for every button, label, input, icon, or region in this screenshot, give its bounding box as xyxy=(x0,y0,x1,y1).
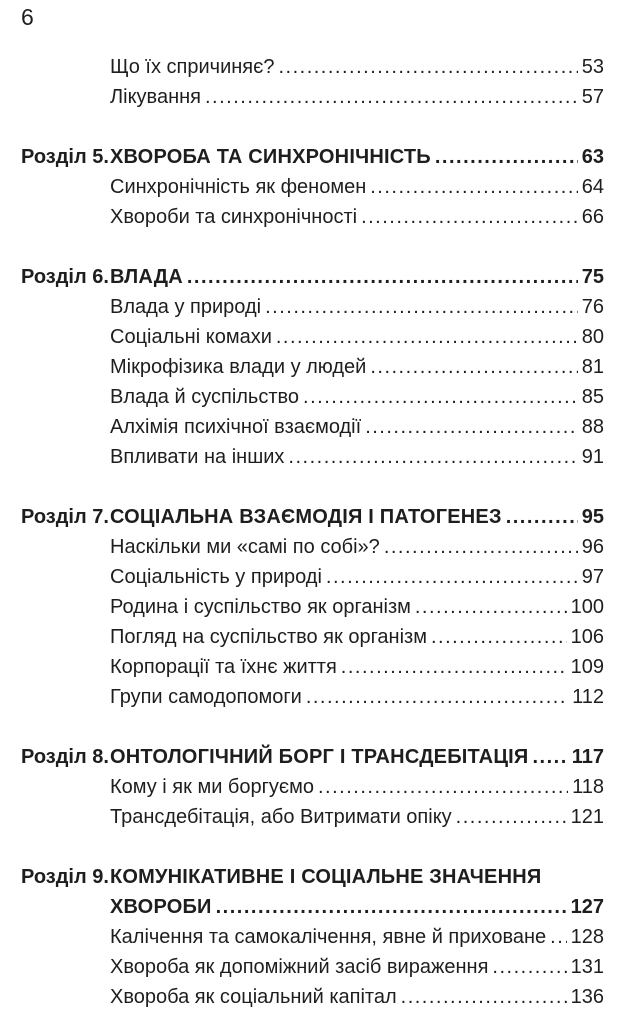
toc-entry-page: 118 xyxy=(572,776,604,798)
toc-entry xyxy=(21,772,604,802)
toc-entry-label: Кому і як ми боргуємо xyxy=(110,776,314,798)
toc-entry-label: Хвороба як допоміжний засіб вираження xyxy=(110,956,489,978)
toc-entry xyxy=(21,82,604,112)
toc-entry-label: Синхронічність як феномен xyxy=(110,176,367,198)
dot-leader xyxy=(318,772,568,802)
toc-entry-label: Соціальність у природі xyxy=(110,566,322,588)
dot-leader xyxy=(550,922,566,952)
toc-entry xyxy=(21,202,604,232)
dot-leader xyxy=(370,172,578,202)
toc-section-chapter-9 xyxy=(21,862,604,1012)
toc-entry-page: 63 xyxy=(581,146,604,168)
toc-entry-page: 81 xyxy=(581,356,604,378)
toc-entry xyxy=(21,682,604,712)
toc-entry-page: 131 xyxy=(570,956,604,978)
dot-leader xyxy=(326,562,578,592)
toc-entry-page: 97 xyxy=(581,566,604,588)
toc-entry-label: Влада й суспільство xyxy=(110,386,300,408)
toc-chapter-entry xyxy=(21,742,604,772)
toc-entry xyxy=(21,52,604,82)
toc-entry-page: 100 xyxy=(570,596,604,618)
toc-entry-page: 117 xyxy=(571,746,604,768)
dot-leader xyxy=(492,952,566,982)
toc-entry-page: 85 xyxy=(581,386,604,408)
toc-entry-page: 112 xyxy=(572,686,604,708)
toc-chapter-entry xyxy=(21,262,604,292)
toc-section-chapter-6 xyxy=(21,262,604,472)
toc-entry-page: 53 xyxy=(581,56,604,78)
dot-leader xyxy=(216,892,567,922)
toc-entry-label: Калічення та самокалічення, явне й приховане xyxy=(110,926,547,948)
dot-leader xyxy=(288,442,577,472)
toc-entry-label: Родина і суспільство як організм xyxy=(110,596,411,618)
toc-entry-label: Мікрофізика влади у людей xyxy=(110,356,367,378)
toc-section-chapter-5 xyxy=(21,142,604,232)
dot-leader xyxy=(431,622,567,652)
chapter-title: ВЛАДА xyxy=(110,266,183,288)
toc-entry xyxy=(21,652,604,682)
toc-entry xyxy=(21,562,604,592)
dot-leader xyxy=(384,532,578,562)
toc-entry-page: 80 xyxy=(581,326,604,348)
toc-entry xyxy=(21,322,604,352)
toc-entry-label: Впливати на інших xyxy=(110,446,285,468)
toc-entry-page: 75 xyxy=(581,266,604,288)
toc-entry-page: 106 xyxy=(570,626,604,648)
toc-entry xyxy=(21,802,604,832)
toc-entry-page: 91 xyxy=(581,446,604,468)
toc-entry-page: 66 xyxy=(581,206,604,228)
toc-entry-label: Погляд на суспільство як організм xyxy=(110,626,427,648)
toc-entry xyxy=(21,382,604,412)
dot-leader xyxy=(435,142,578,172)
toc-entry-label: Трансдебітація, або Витримати опіку xyxy=(110,806,452,828)
toc-section-chapter-8 xyxy=(21,742,604,832)
chapter-title: ХВОРОБА ТА СИНХРОНІЧНІСТЬ xyxy=(110,146,431,168)
chapter-title-line2: ХВОРОБИ xyxy=(110,896,212,918)
toc-entry xyxy=(21,292,604,322)
toc-entry xyxy=(21,442,604,472)
dot-leader xyxy=(506,502,578,532)
toc-entry-page: 109 xyxy=(570,656,604,678)
toc-chapter-entry-continuation xyxy=(21,892,604,922)
dot-leader xyxy=(205,82,578,112)
toc-chapter-entry xyxy=(21,502,604,532)
toc-entry-label: Наскільки ми «самі по собі»? xyxy=(110,536,380,558)
toc-entry-label: Групи самодопомоги xyxy=(110,686,302,708)
chapter-title: ОНТОЛОГІЧНИЙ БОРГ І ТРАНСДЕБІТАЦІЯ xyxy=(110,746,529,768)
toc-entry-label: Хвороба як соціальний капітал xyxy=(110,986,397,1008)
toc-entry-page: 57 xyxy=(581,86,604,108)
toc-entry-label: Лікування xyxy=(110,86,201,108)
toc-entry-page: 64 xyxy=(581,176,604,198)
dot-leader xyxy=(276,322,578,352)
toc-entry-page: 136 xyxy=(570,986,604,1008)
dot-leader xyxy=(365,412,578,442)
dot-leader xyxy=(306,682,568,712)
toc-entry-page: 121 xyxy=(570,806,604,828)
chapter-prefix: Розділ 8. xyxy=(21,746,109,768)
toc-entry-page: 96 xyxy=(581,536,604,558)
toc-entry-page: 76 xyxy=(581,296,604,318)
dot-leader xyxy=(532,742,567,772)
dot-leader xyxy=(401,982,567,1012)
table-of-contents xyxy=(21,52,604,1012)
toc-entry-label: Хвороби та синхронічності xyxy=(110,206,358,228)
toc-entry xyxy=(21,412,604,442)
toc-chapter-entry xyxy=(21,142,604,172)
toc-entry-label: Влада у природі xyxy=(110,296,262,318)
toc-entry-page: 88 xyxy=(581,416,604,438)
toc-entry xyxy=(21,622,604,652)
toc-entry xyxy=(21,352,604,382)
dot-leader xyxy=(187,262,578,292)
dot-leader xyxy=(341,652,567,682)
chapter-prefix: Розділ 5. xyxy=(21,146,109,168)
dot-leader xyxy=(370,352,577,382)
toc-entry-page: 127 xyxy=(570,896,604,918)
chapter-prefix: Розділ 7. xyxy=(21,506,109,528)
dot-leader xyxy=(303,382,578,412)
toc-section-chapter-7 xyxy=(21,502,604,712)
dot-leader xyxy=(265,292,578,322)
toc-entry xyxy=(21,982,604,1012)
toc-entry-label: Алхімія психічної взаємодії xyxy=(110,416,362,438)
dot-leader xyxy=(361,202,578,232)
toc-chapter-entry xyxy=(21,862,604,892)
dot-leader xyxy=(415,592,567,622)
chapter-title: СОЦІАЛЬНА ВЗАЄМОДІЯ І ПАТОГЕНЕЗ xyxy=(110,506,502,528)
chapter-prefix: Розділ 6. xyxy=(21,266,109,288)
toc-entry-label: Соціальні комахи xyxy=(110,326,272,348)
toc-entry-page: 95 xyxy=(581,506,604,528)
dot-leader xyxy=(278,52,577,82)
toc-entry xyxy=(21,592,604,622)
toc-entry-label: Що їх спричиняє? xyxy=(110,56,275,78)
toc-entry-page: 128 xyxy=(570,926,604,948)
toc-entry xyxy=(21,952,604,982)
toc-entry xyxy=(21,172,604,202)
toc-entry-label: Корпорації та їхнє життя xyxy=(110,656,337,678)
toc-entry xyxy=(21,532,604,562)
dot-leader xyxy=(456,802,567,832)
toc-entry xyxy=(21,922,604,952)
chapter-prefix: Розділ 9. xyxy=(21,866,109,888)
chapter-title-line1: КОМУНІКАТИВНЕ І СОЦІАЛЬНЕ ЗНАЧЕННЯ xyxy=(110,866,542,888)
page-number: 6 xyxy=(21,4,34,30)
